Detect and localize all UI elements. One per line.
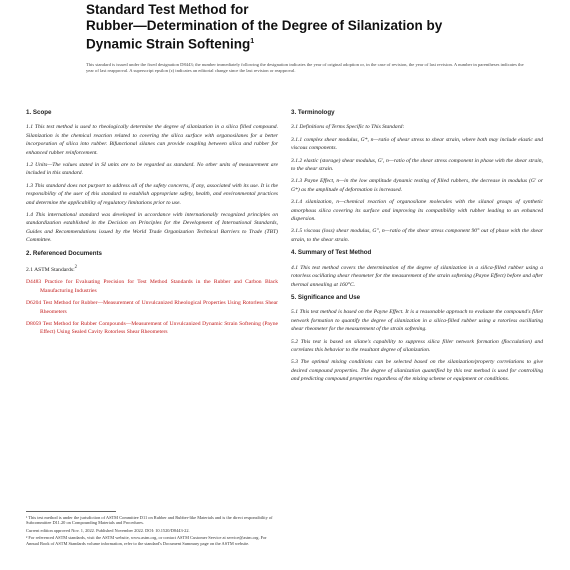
title-line-3: Dynamic Strain Softening$^1$ <box>86 36 255 52</box>
reference-d8059[interactable]: D8059 Test Method for Rubber Compounds—Measurement of Unvulcanized Dynamic Strain Softening (Payne Effect) Using Sealed Cavity Rotorless Shear Rheometers <box>26 320 278 336</box>
paragraph-1-3: 1.3 This standard does not purport to address all of the safety concerns, if any, associated with its use. It is the responsibility of the user of this standard to establish appropriate safety, health, and environmental practices and determine the applicability of regulatory limitations prior to use. <box>26 182 278 206</box>
footnotes <box>26 515 278 548</box>
section-heading-significance: 5. Significance and Use <box>291 293 361 301</box>
paragraph-1-2: 1.2 Units—The values stated in SI units are to be regarded as standard. No other units of measurement are included in this standard. <box>26 162 278 177</box>
paragraph-1-1: 1.1 This test method is used to rheologically determine the degree of silanization in a silica filled compound. Silanization is the chemical reaction related to covering the silica surface with organosilanes for a better incorporation of silica into rubber. Bifunctional silanes can provide coupling between silica and rubber for enhanced rubber reinforcement. <box>26 124 278 156</box>
section-heading-terminology: 3. Terminology <box>291 109 335 116</box>
reference-link-d6204[interactable]: D6204 <box>26 300 42 307</box>
reference-d6204[interactable]: D6204 Test Method for Rubber—Measurement of Unvulcanized Rheological Properties Using Rotorless Shear Rheometers <box>26 300 278 315</box>
paragraph-2-1: 2.1 ASTM Standards:$^2$ <box>26 265 77 273</box>
section-heading-referenced-documents: 2. Referenced Documents <box>26 249 102 257</box>
paragraph-3-1: 3.1 Definitions of Terms Specific to This Standard: <box>291 124 405 131</box>
paragraph-5-3: 5.3 The optimal mixing conditions can be selected based on the silanization/property correlations to give desired compound properties. The degree of silanization quantified by this test method is used for controlling and predicting compound properties regardless of the mixing scheme or equipment or conditions. <box>291 359 543 383</box>
section-heading-scope: 1. Scope <box>26 109 52 116</box>
reference-link-d4483[interactable]: D4483 <box>26 279 42 286</box>
title-footnote-marker: 1 <box>250 38 255 45</box>
section-heading-summary: 4. Summary of Test Method <box>291 249 372 257</box>
footnote-1b: Current edition approved Nov. 1, 2022. Published November 2022. DOI: 10.1520/D8443-22. <box>26 527 190 533</box>
footnote-marker-2: 2 <box>74 265 77 271</box>
paragraph-3-1-3: 3.1.3 Payne Effect, n—in the low amplitude dynamic testing of filled rubbers, the decrease in modulus (G′ or G*) as the amplitude of deformation is increased. <box>291 178 543 193</box>
reference-d4483[interactable]: D4483 Practice for Evaluating Precision for Test Method Standards in the Rubber and Carbon Black Manufacturing Industries <box>26 279 278 294</box>
left-column <box>26 104 278 341</box>
title-line-1: Standard Test Method for <box>86 2 249 17</box>
footnote-2: ² For referenced ASTM standards, visit the ASTM website, www.astm.org, or contact ASTM Customer Service at service@astm.org. For Annual Book of ASTM Standards volume information, refer to the standard's Document Summary page on the ASTM website. <box>26 535 267 546</box>
paragraph-5-2: 5.2 This test is based on silane's capability to suppress silica filler network formation (flocculation) and correlates this behavior to the resultant degree of silanization. <box>291 338 543 353</box>
designation-preamble: This standard is issued under the fixed designation D8443; the number immediately following the designation indicates the year of original adoption or, in the case of revision, the year of last revision. A number in parentheses indicates the year of last reapproval. A superscript epsilon (ε) indicates an editorial change since the last revision or reapproval. <box>86 62 524 73</box>
reference-link-d8059[interactable]: D8059 <box>26 320 42 327</box>
document-title <box>86 2 556 53</box>
footnote-divider <box>26 511 116 512</box>
paragraph-5-1: 5.1 This test method is based on the Payne Effect. It is a reasonable approach to evaluate the compound's filler network formation to quantify the degree of silanization in a silica-filled rubber using a rotorless oscillating shear rheometer for the measurement of the strain softening. <box>291 309 543 333</box>
paragraph-1-4: 1.4 This international standard was developed in accordance with internationally recognized principles on standardization established in the Decision on Principles for the Development of International Standards, Guides and Recommendations issued by the World Trade Organization Technical Barriers to Trade (TBT) Committee. <box>26 212 278 244</box>
paragraph-3-1-5: 3.1.5 viscous (loss) shear modulus, G″, n—ratio of the shear stress component 90° out of phase with the shear strain, to the shear strain. <box>291 228 543 243</box>
paragraph-3-1-4: 3.1.4 silanization, n—chemical reaction of organosilane molecules with the silanol groups of synthetic amorphous silica covering its surface and improving its compatibility with rubber leading to an enhanced dispersion. <box>291 199 543 223</box>
paragraph-4-1: 4.1 This test method covers the determination of the degree of silanization in a silica-filled rubber using a rotorless oscillating shear rheometer for the measurement of the strain softening (Payne Effect) before and after thermal annealing at 160°C. <box>291 264 543 288</box>
right-column <box>291 104 543 388</box>
title-line-2: Rubber—Determination of the Degree of Silanization by <box>86 18 443 33</box>
paragraph-3-1-1: 3.1.1 complex shear modulus, G*, n—ratio of shear stress to shear strain, where both may include elastic and viscous components. <box>291 136 543 152</box>
footnote-1: ¹ This test method is under the jurisdiction of ASTM Committee D11 on Rubber and Rubber-like Materials and is the direct responsibility of Subcommittee D11.20 on Compounding Materials and Procedures. <box>26 515 273 526</box>
paragraph-3-1-2: 3.1.2 elastic (storage) shear modulus, G′, n—ratio of the shear stress component in phase with the shear strain, to the shear strain. <box>291 157 543 173</box>
